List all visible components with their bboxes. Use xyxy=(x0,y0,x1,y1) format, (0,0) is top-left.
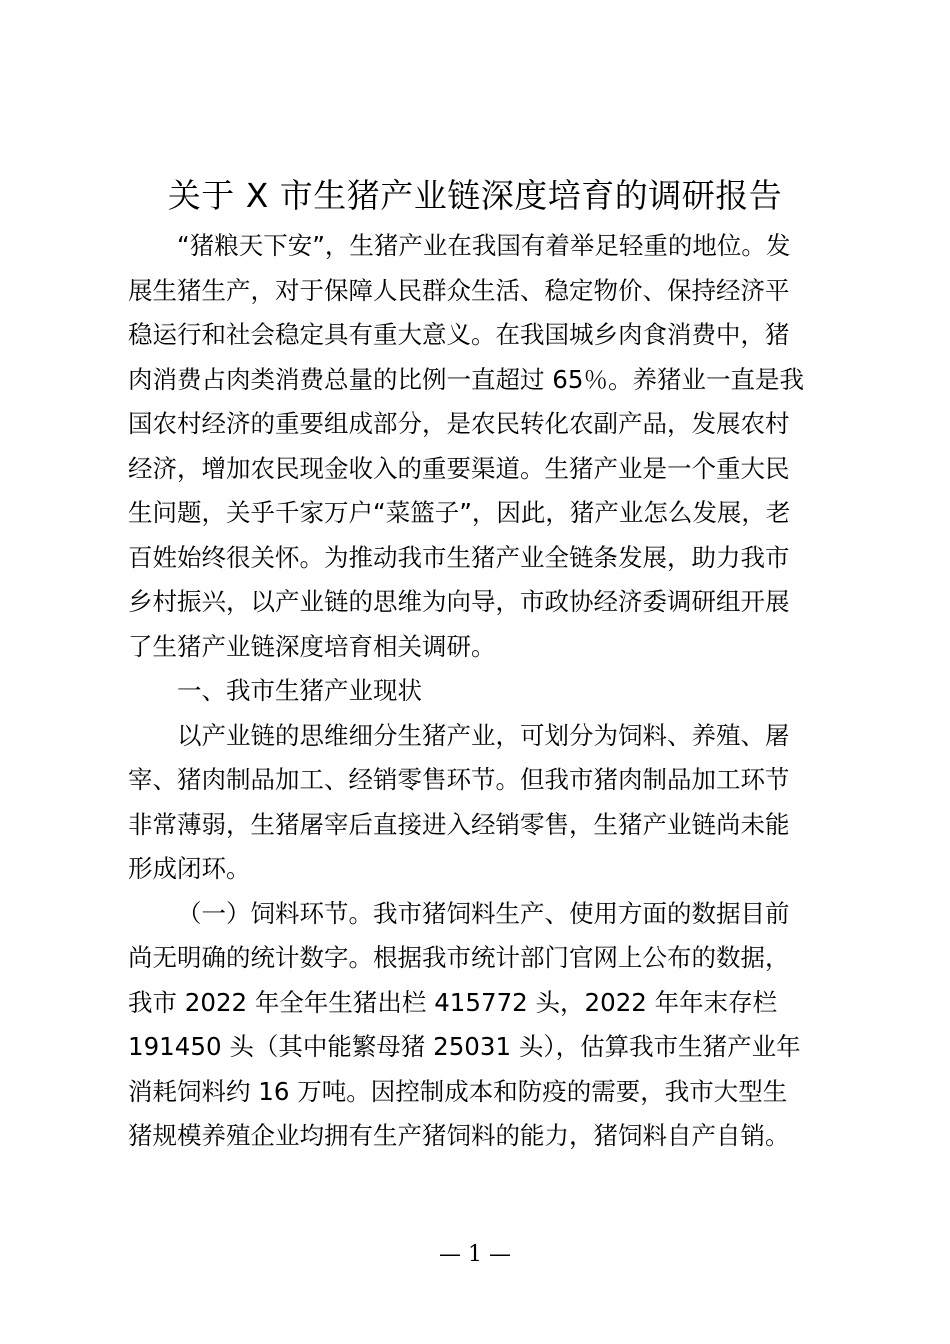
document-title: 关于 X 市生猪产业链深度培育的调研报告 xyxy=(167,176,783,215)
text-line: 消耗饲料约 16 万吨。因控制成本和防疫的需要，我市大型生 xyxy=(128,1076,788,1106)
text-line: 经济，增加农民现金收入的重要渠道。生猪产业是一个重大民 xyxy=(128,453,790,483)
page-number: — 1 — xyxy=(439,1242,511,1267)
paragraph-intro xyxy=(128,224,828,669)
paragraph-feed xyxy=(128,892,828,1159)
text-line: 国农村经济的重要组成部分，是农民转化农副产品，发展农村 xyxy=(128,409,790,438)
text-line: “猪粮天下安”，生猪产业在我国有着举足轻重的地位。发 xyxy=(177,231,791,260)
text-line: 生问题，关乎千家万户“菜篮子”，因此，猪产业怎么发展，老 xyxy=(128,498,791,527)
text-line: 肉消费占肉类消费总量的比例一直超过 65％。养猪业一直是我 xyxy=(128,364,804,394)
text-line: 稳运行和社会稳定具有重大意义。在我国城乡肉食消费中，猪 xyxy=(128,320,790,349)
text-line: 展生猪生产，对于保障人民群众生活、稳定物价、保持经济平 xyxy=(128,275,790,305)
text-line: 以产业链的思维细分生猪产业，可划分为饲料、养殖、屠 xyxy=(177,720,790,750)
paragraph-status xyxy=(128,714,828,892)
heading-line: 一、我市生猪产业现状 xyxy=(177,676,422,705)
document-body xyxy=(128,224,828,1159)
text-line: 猪规模养殖企业均拥有生产猪饲料的能力，猪饲料自产自销。 xyxy=(128,1121,790,1150)
text-line: 形成闭环。 xyxy=(128,854,251,883)
text-line: （一）饲料环节。我市猪饲料生产、使用方面的数据目前 xyxy=(177,898,790,928)
text-line: 我市 2022 年全年生猪出栏 415772 头，2022 年年末存栏 xyxy=(128,987,778,1017)
text-line: 非常薄弱，生猪屠宰后直接进入经销零售，生猪产业链尚未能 xyxy=(128,809,790,839)
text-line: 宰、猪肉制品加工、经销零售环节。但我市猪肉制品加工环节 xyxy=(128,765,790,794)
text-line: 尚无明确的统计数字。根据我市统计部门官网上公布的数据， xyxy=(128,943,790,972)
text-line: 百姓始终很关怀。为推动我市生猪产业全链条发展，助力我市 xyxy=(128,542,790,572)
text-line: 乡村振兴，以产业链的思维为向导，市政协经济委调研组开展 xyxy=(128,587,790,616)
section-heading xyxy=(128,669,828,714)
text-line: 191450 头（其中能繁母猪 25031 头），估算我市生猪产业年 xyxy=(128,1032,801,1061)
text-line: 了生猪产业链深度培育相关调研。 xyxy=(128,631,496,661)
